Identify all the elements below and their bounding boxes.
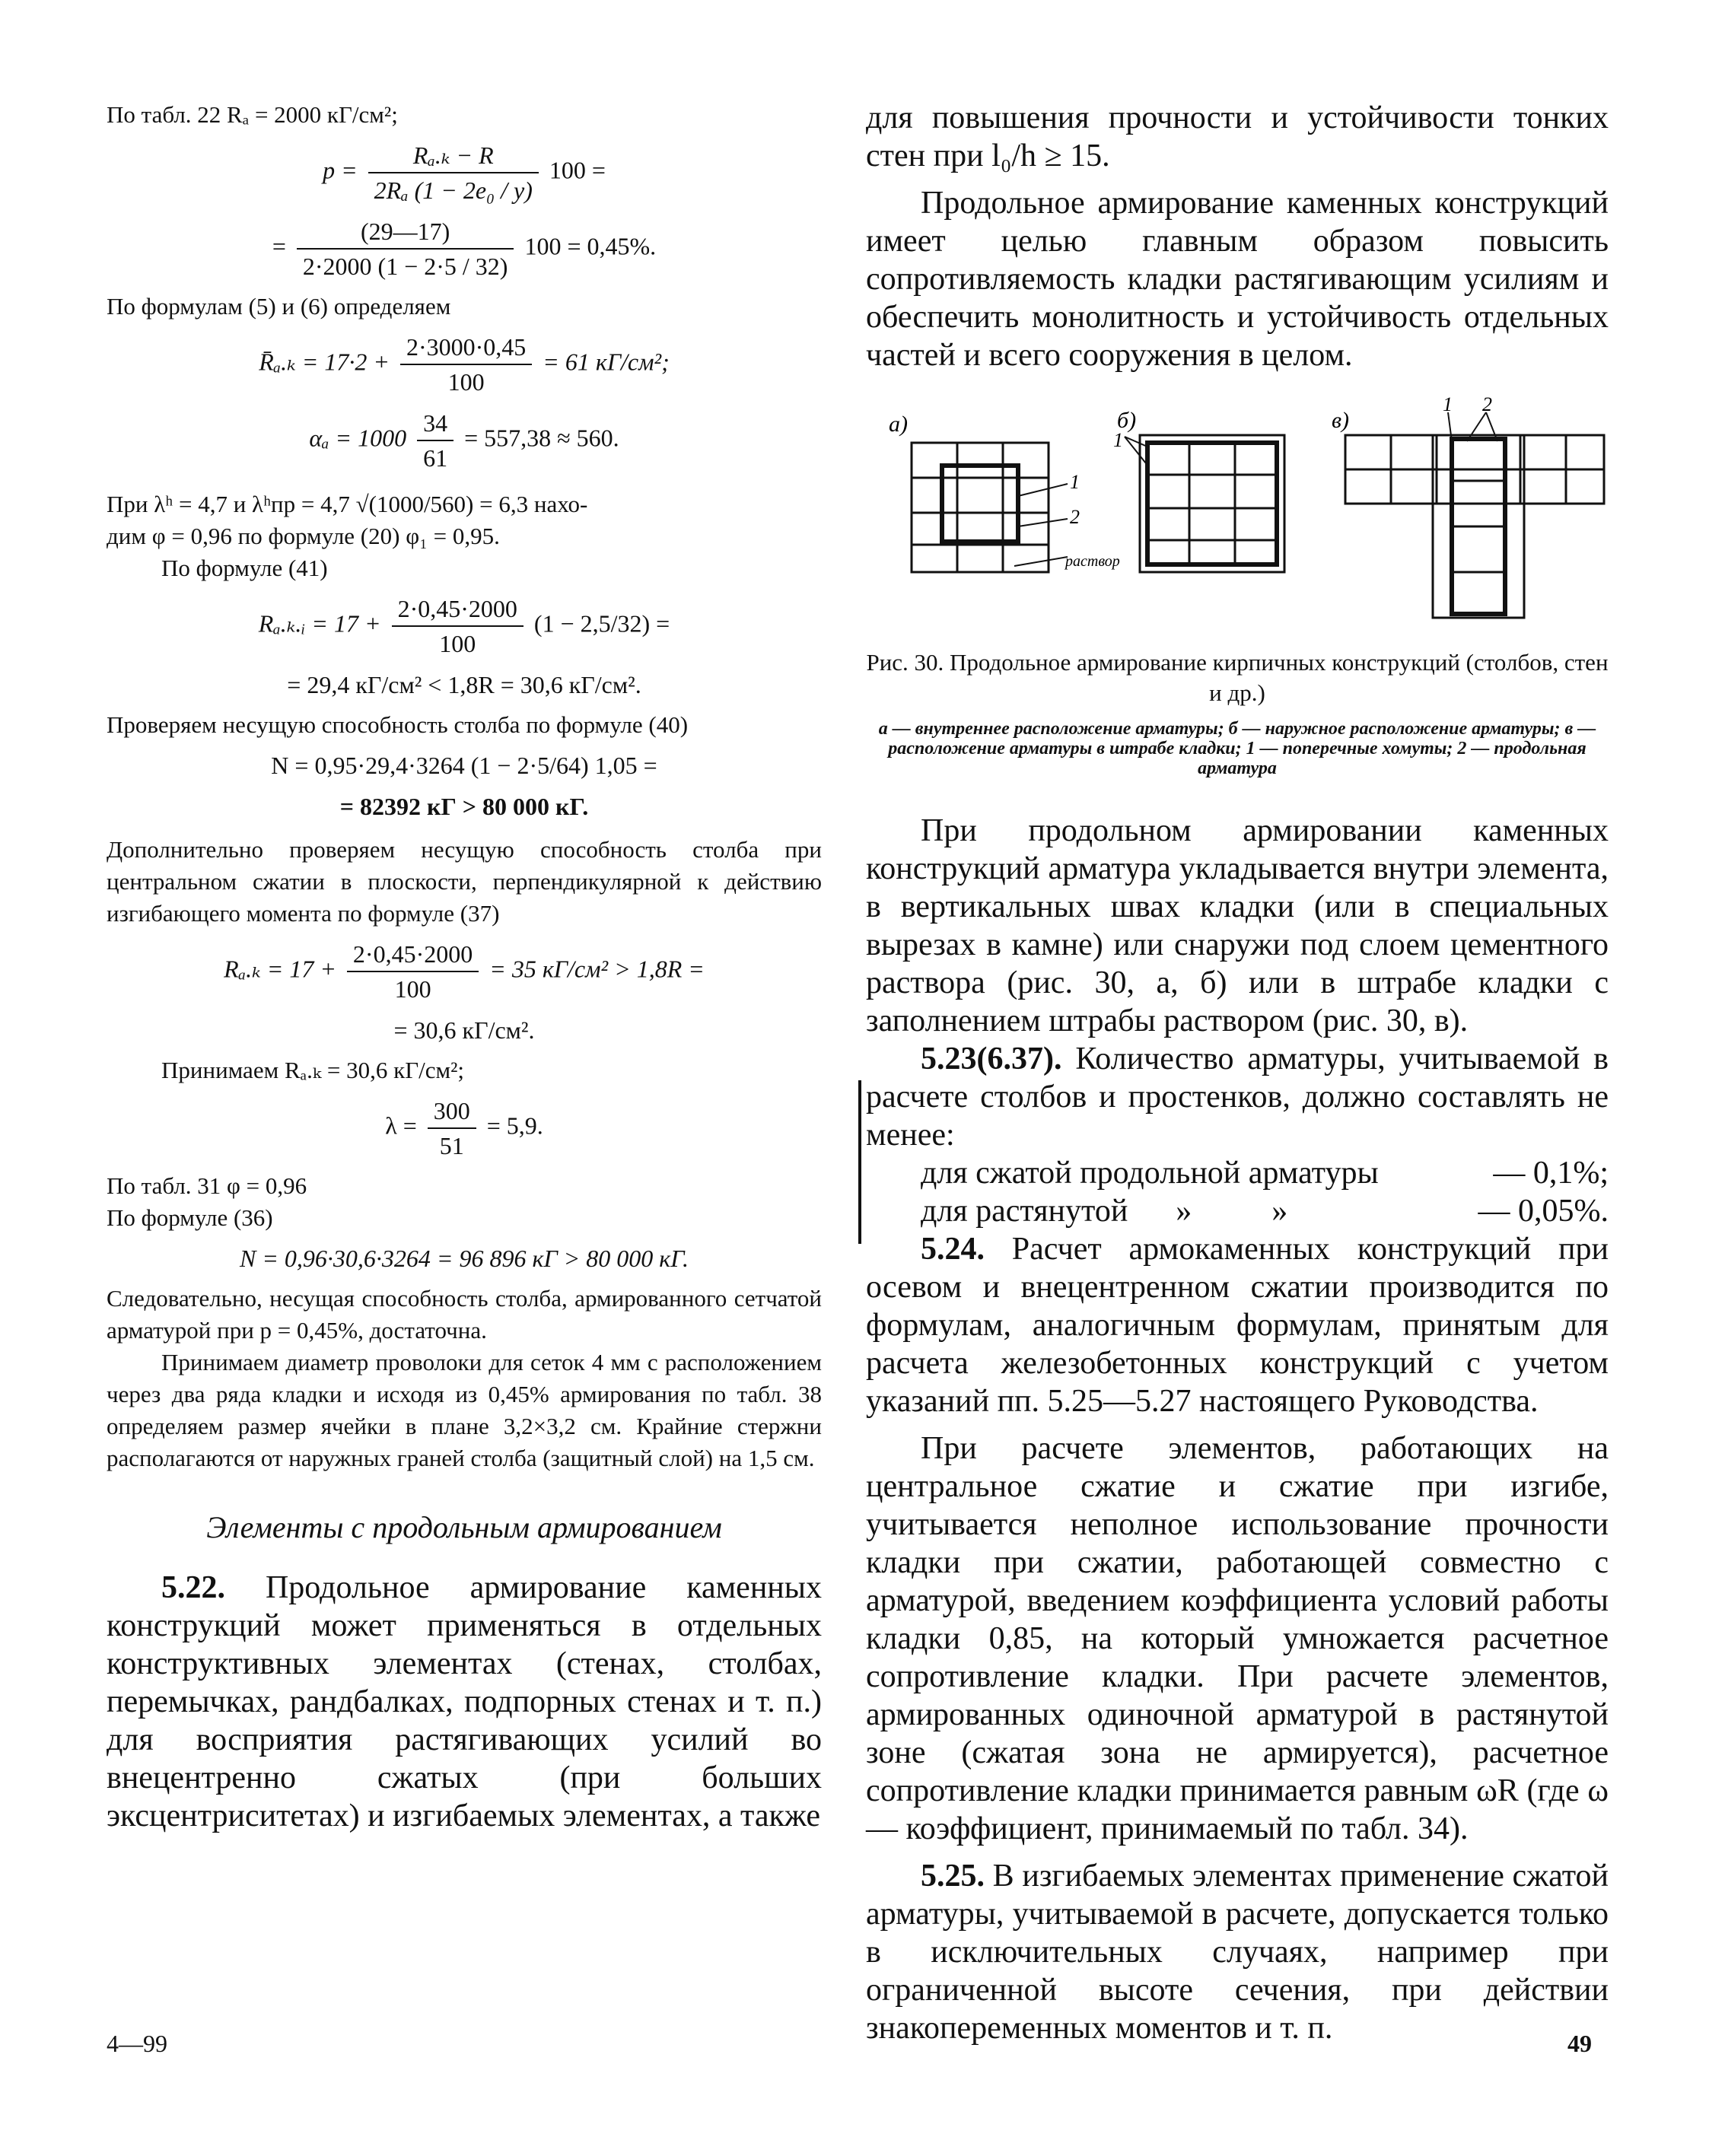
list-item (866, 1154, 1609, 1192)
paragraph: Продольное армирование каменных конструкций имеет целью главным образом повысить сопротивляемость кладки растягивающим усилиям и обеспечить монолитность и устойчивость отдельных частей и всего сооружения в целом. (866, 186, 1609, 373)
paragraph: Принимаем диаметр проволоки для сеток 4 мм с расположением через два ряда кладки и исходя из 0,45% армирования по табл. 38 определяем размер ячейки в плане 3,2×3,2 см. Крайние стержни располагаются от наружных граней столба (защитный слой) на 1,5 см. (107, 1349, 822, 1471)
formula-tail: 100 = 0,45%. (524, 232, 657, 260)
list-item-label: для растянутой » » (921, 1194, 1288, 1229)
formula-lhs: p = (323, 156, 358, 184)
section-heading: Элементы с продольным армированием (206, 1510, 722, 1544)
formula-tail: = 35 кГ/см² > 1,8R = (489, 955, 705, 983)
fig-label-b: б) (1117, 408, 1137, 433)
clause-number: 5.24. (921, 1232, 985, 1267)
fraction (347, 937, 479, 1006)
list-item-value: — 0,05%. (1478, 1194, 1609, 1229)
paragraph (866, 1040, 1609, 1154)
formula-tail: 100 = (549, 156, 606, 184)
text-line: По формуле (41) (161, 555, 328, 581)
formula-lhs: λ = (385, 1111, 417, 1140)
paragraph-text: Количество арматуры, учитываемой в расчете столбов и простенков, должно составлять не менее: (866, 1041, 1609, 1153)
clause-number: 5.25. (921, 1859, 985, 1894)
fig-number: 1 (1070, 471, 1080, 493)
denominator: 100 (447, 368, 485, 396)
page-number: 49 (1567, 2030, 1592, 2057)
text-line: При λʰ = 4,7 и λʰпр = 4,7 √(1000/560) = 6,3 нахо- (107, 491, 588, 517)
formula-lhs: Rₐ.ₖ.ᵢ = 17 + (258, 609, 381, 638)
page-signature: 4—99 (107, 2030, 167, 2057)
fraction (400, 330, 532, 399)
numerator: Rₐ.ₖ − R (368, 138, 539, 173)
formula-raki (107, 592, 822, 660)
formula-p-values (107, 215, 822, 283)
paragraph: При расчете элементов, работающих на центральное сжатие и сжатие при изгибе, учитывается неполное использование прочности кладки при сжатии, работающей совместно с арматурой, введением коэффициента условий работы кладки 0,85, на который умножается расчетное сопротивление кладки. При расчете элементов, армированных одиночной арматурой в растянутой зоне (сжатая зона не армируется), расчетное сопротивление кладки принимается равным ωR (где ω — коэффициент, принимаемый по табл. 34). (866, 1431, 1609, 1846)
fraction (368, 138, 539, 207)
formula-lhs: = (272, 232, 286, 260)
numerator: 34 (417, 406, 454, 441)
list-item-label: для сжатой продольной арматуры (921, 1156, 1379, 1191)
left-column (107, 99, 822, 1835)
formula-lhs: Rₐ.ₖ = 17 + (224, 955, 336, 983)
denominator: 2Rₐ (1 − 2e₀ / y) (374, 176, 533, 204)
formula-p (107, 138, 822, 207)
numerator: 2·0,45·2000 (392, 592, 524, 627)
fig-number: 1 (1443, 393, 1453, 415)
numerator: 2·0,45·2000 (347, 937, 479, 972)
paragraph-text: Продольное армирование каменных конструкций может применяться в отдельных конструктивных элементах (стенах, столбах, перемычках, рандбалках, подпорных стенах и т. п.) для восприятия растягивающих усилий во внецентренно сжатых (при больших эксцентриситетах) и изгибаемых элементах, а также (107, 1570, 822, 1833)
right-column (866, 99, 1609, 2047)
fig-number: 1 (1113, 429, 1123, 451)
paragraph (866, 1857, 1609, 2047)
paragraph: для повышения прочности и устойчивости тонких стен при l₀/h ≥ 15. (866, 100, 1609, 173)
numerator: 2·3000·0,45 (400, 330, 532, 365)
list-item (866, 1192, 1609, 1230)
paragraph-text: Расчет армокаменных конструкций при осевом и внецентренном сжатии производится по формулам, аналогичным формулам, принятым для расчета железобетонных конструкций с учетом указаний пп. 5.25—5.27 настоящего Руководства. (866, 1232, 1609, 1419)
fraction (428, 1094, 476, 1162)
denominator: 100 (394, 975, 431, 1003)
formula-rak2 (107, 937, 822, 1006)
clause-number: 5.23(6.37). (921, 1041, 1062, 1076)
figure-30 (866, 393, 1609, 778)
fig-number: 2 (1482, 393, 1492, 415)
formula-tail: = 5,9. (486, 1111, 543, 1140)
text-line: Проверяем несущую способность столба по формуле (40) (107, 711, 689, 738)
reinforcement-figure (866, 393, 1609, 633)
change-bar (858, 1080, 861, 1244)
text-line: По формулам (5) и (6) определяем (107, 293, 451, 320)
paragraph-text: В изгибаемых элементах применение сжатой арматуры, учитываемой в расчете, допускается только в исключительных случаях, например при ограниченной высоте сечения, при действии знакопеременных моментов и т. п. (866, 1859, 1609, 2046)
paragraph (107, 1569, 822, 1835)
formula-n-result: = 82392 кГ > 80 000 кГ. (339, 793, 589, 820)
denominator: 61 (423, 444, 448, 472)
fig-label-a: a) (889, 412, 908, 437)
fig-number: 2 (1070, 506, 1080, 528)
text-line: дим φ = 0,96 по формуле (20) φ₁ = 0,95. (107, 523, 500, 549)
fraction (392, 592, 524, 660)
formula-raki-result: = 29,4 кГ/см² < 1,8R = 30,6 кГ/см². (287, 671, 641, 698)
fig-mortar-label: раствор (1065, 553, 1120, 570)
formula-tail: (1 − 2,5/32) = (533, 609, 670, 638)
formula-rak2-result: = 30,6 кГ/см². (393, 1016, 535, 1044)
clause-number: 5.22. (161, 1570, 225, 1605)
denominator: 51 (439, 1132, 464, 1159)
text-line: Принимаем Rₐ.ₖ = 30,6 кГ/см²; (161, 1057, 465, 1083)
formula-rak (107, 330, 822, 399)
figure-legend: а — внутреннее расположение арматуры; б — наружное расположение арматуры; в — расположение арматуры в штрабе кладки; 1 — поперечные хомуты; 2 — продольная арматура (878, 719, 1596, 778)
formula-lhs: αₐ = 1000 (309, 424, 407, 452)
paragraph: При продольном армировании каменных конструкций арматура укладывается внутри элемента, в вертикальных швах кладки (или в специальных вырезах в камне) или снаружи под слоем цементного раствора (рис. 30, а, б) или в штрабе кладки с заполнением штрабы раствором (рис. 30, в). (866, 813, 1609, 1038)
paragraph: Следовательно, несущая способность столба, армированного сетчатой арматурой при p = 0,45%, достаточна. (107, 1285, 822, 1344)
text-line: По формуле (36) (107, 1204, 273, 1231)
paragraph (866, 1230, 1609, 1420)
denominator: 2·2000 (1 − 2·5 / 32) (302, 253, 508, 280)
list-item-value: — 0,1%; (1493, 1156, 1609, 1191)
formula-n2: N = 0,96·30,6·3264 = 96 896 кГ > 80 000 кГ. (239, 1245, 689, 1272)
fraction (297, 215, 514, 283)
formula-n: N = 0,95·29,4·3264 (1 − 2·5/64) 1,05 = (271, 752, 657, 779)
formula-alpha (107, 406, 822, 475)
formula-lambda (107, 1094, 822, 1162)
fraction (417, 406, 454, 475)
fig-label-v: в) (1332, 408, 1350, 433)
formula-lhs: R̄ₐ.ₖ = 17·2 + (259, 348, 390, 376)
paragraph: Дополнительно проверяем несущую способность столба при центральном сжатии в плоскости, перпендикулярной к действию изгибающего момента по формуле (37) (107, 836, 822, 927)
numerator: (29—17) (297, 215, 514, 250)
formula-tail: = 557,38 ≈ 560. (464, 424, 619, 452)
numerator: 300 (428, 1094, 476, 1129)
text-line: По табл. 22 Rₐ = 2000 кГ/см²; (107, 101, 398, 128)
denominator: 100 (439, 630, 476, 657)
formula-tail: = 61 кГ/см²; (543, 348, 670, 376)
figure-caption: Рис. 30. Продольное армирование кирпичных конструкций (столбов, стен и др.) (866, 649, 1609, 706)
text-line: По табл. 31 φ = 0,96 (107, 1172, 307, 1199)
